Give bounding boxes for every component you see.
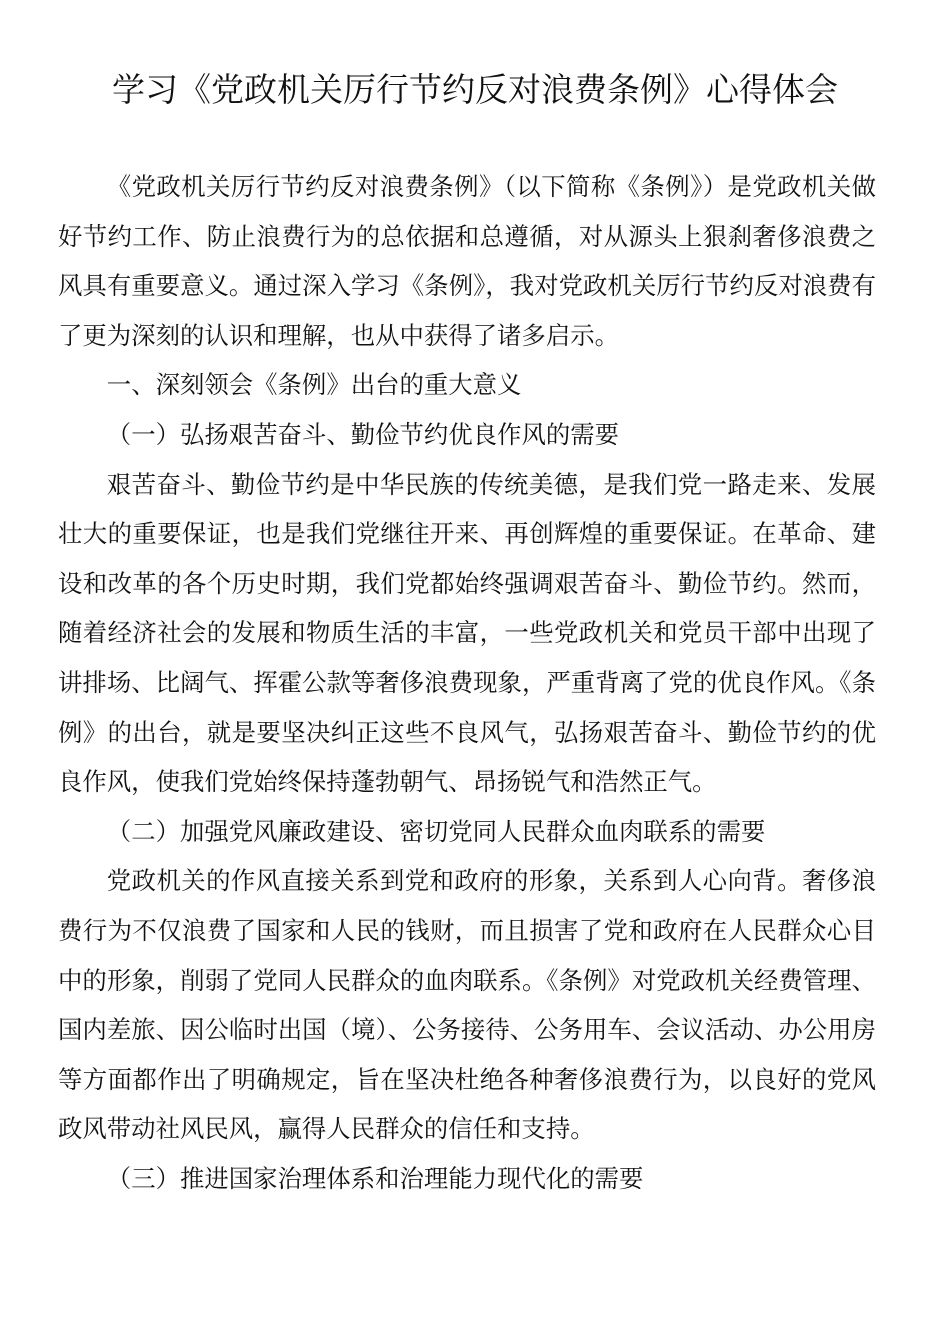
subsection-heading-1: （一）弘扬艰苦奋斗、勤俭节约优良作风的需要: [106, 419, 620, 449]
subsection-heading-2: （二）加强党风廉政建设、密切党同人民群众血肉联系的需要: [106, 816, 766, 846]
document-body: [58, 162, 876, 1203]
paragraph-party-conduct: 党政机关的作风直接关系到党和政府的形象，关系到人心向背。奢侈浪费行为不仅浪费了国家和人民的钱财，而且损害了党和政府在人民群众心目中的形象，削弱了党同人民群众的血肉联系。《条例》对党政机关经费管理、国内差旅、因公临时出国（境）、公务接待、公务用车、会议活动、办公用房等方面都作出了明确规定，旨在坚决杜绝各种奢侈浪费行为，以良好的党风政风带动社风民风，赢得人民群众的信任和支持。: [58, 866, 876, 1144]
intro-paragraph: 《党政机关厉行节约反对浪费条例》（以下简称《条例》）是党政机关做好节约工作、防止浪费行为的总依据和总遵循，对从源头上狠刹奢侈浪费之风具有重要意义。通过深入学习《条例》，我对党政机关厉行节约反对浪费有了更为深刻的认识和理解，也从中获得了诸多启示。: [58, 172, 876, 350]
subsection-heading-3: （三）推进国家治理体系和治理能力现代化的需要: [106, 1163, 644, 1193]
section-heading-1: 一、深刻领会《条例》出台的重大意义: [106, 370, 522, 400]
paragraph-frugality: 艰苦奋斗、勤俭节约是中华民族的传统美德，是我们党一路走来、发展壮大的重要保证，也是我们党继往开来、再创辉煌的重要保证。在革命、建设和改革的各个历史时期，我们党都始终强调艰苦奋斗、勤俭节约。然而，随着经济社会的发展和物质生活的丰富，一些党政机关和党员干部中出现了讲排场、比阔气、挥霍公款等奢侈浪费现象，严重背离了党的优良作风。《条例》的出台，就是要坚决纠正这些不良风气，弘扬艰苦奋斗、勤俭节约的优良作风，使我们党始终保持蓬勃朝气、昂扬锐气和浩然正气。: [58, 469, 876, 797]
document-title: 学习《党政机关厉行节约反对浪费条例》心得体会: [112, 70, 838, 109]
